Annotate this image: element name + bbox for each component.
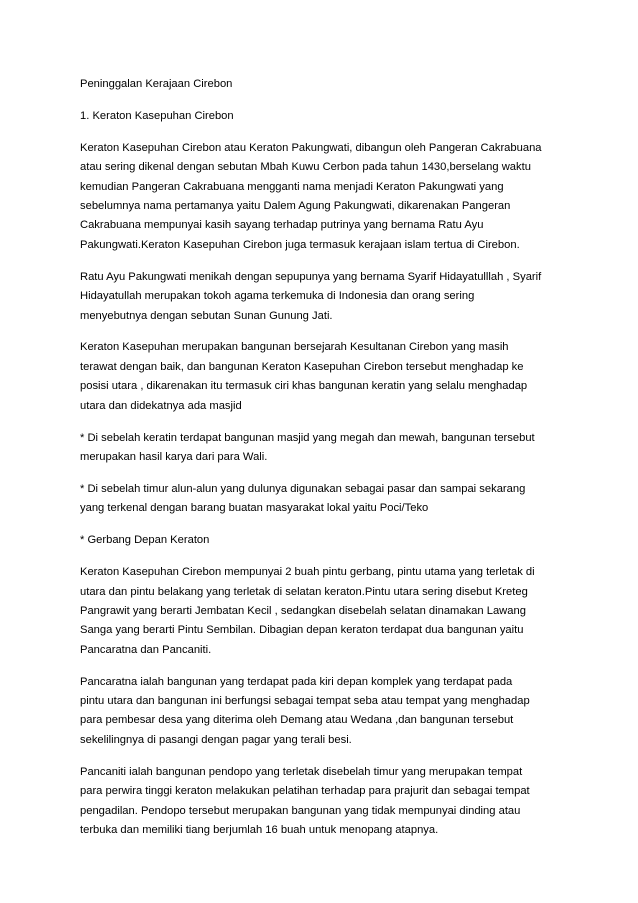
body-paragraph: Keraton Kasepuhan merupakan bangunan bersejarah Kesultanan Cirebon yang masih terawat dengan baik, dan bangunan Keraton Kasepuhan Cirebon tersebut menghadap ke posisi utara , dikarenakan itu termasuk ciri khas bangunan keratin yang selalu menghadap utara dan didekatnya ada masjid bbox=[80, 341, 528, 412]
body-paragraph: Keraton Kasepuhan Cirebon atau Keraton Pakungwati, dibangun oleh Pangeran Cakrabuana atau sering dikenal dengan sebutan Mbah Kuwu Cerbon pada tahun 1430,berselang waktu kemudian Pangeran Cakrabuana mengganti nama menjadi Keraton Pakungwati yang sebelumnya nama pertamanya yaitu Dalem Agung Pakungwati, dikarenakan Pangeran Cakrabuana mempunyai kasih sayang terhadap putrinya yang bernama Ratu Ayu Pakungwati.Keraton Kasepuhan Cirebon juga termasuk kerajaan islam tertua di Cirebon. bbox=[80, 141, 542, 251]
body-paragraph: Pancaniti ialah bangunan pendopo yang terletak disebelah timur yang merupakan tempat para perwira tinggi keraton melakukan pelatihan terhadap para prajurit dan sebagai tempat pengadilan. Pendopo tersebut merupakan bangunan yang tidak mempunyai dinding atau terbuka dan memiliki tiang berjumlah 16 buah untuk menopang atapnya. bbox=[80, 765, 530, 836]
body-paragraph: Ratu Ayu Pakungwati menikah dengan sepupunya yang bernama Syarif Hidayatulllah , Syarif Hidayatullah merupakan tokoh agama terkemuka di Indonesia dan orang sering menyebutnya dengan sebutan Sunan Gunung Jati. bbox=[80, 270, 542, 322]
subsection-heading: * Gerbang Depan Keraton bbox=[80, 534, 210, 547]
bullet-paragraph: * Di sebelah timur alun-alun yang dulunya digunakan sebagai pasar dan sampai sekarang yang terkenal dengan barang buatan masyarakat lokal yaitu Poci/Teko bbox=[80, 482, 526, 515]
body-paragraph: Pancaratna ialah bangunan yang terdapat pada kiri depan komplek yang terdapat pada pintu utara dan bangunan ini berfungsi sebagai tempat seba atau tempat yang menghadap para pembesar desa yang diterima oleh Demang atau Wedana ,dan bangunan tersebut sekelilingnya di pasangi dengan pagar yang terali besi. bbox=[80, 675, 530, 746]
document-title: Peninggalan Kerajaan Cirebon bbox=[80, 78, 233, 90]
section-heading: 1. Keraton Kasepuhan Cirebon bbox=[80, 109, 234, 122]
body-paragraph: Keraton Kasepuhan Cirebon mempunyai 2 buah pintu gerbang, pintu utama yang terletak di utara dan pintu belakang yang terletak di selatan keraton.Pintu utara sering disebut Kreteg Pangrawit yang berarti Jembatan Kecil , sedangkan disebelah selatan dinamakan Lawang Sanga yang berarti Pintu Sembilan. Dibagian depan keraton terdapat dua bangunan yaitu Pancaratna dan Pancaniti. bbox=[80, 566, 535, 656]
bullet-paragraph: * Di sebelah keratin terdapat bangunan masjid yang megah dan mewah, bangunan tersebut merupakan hasil karya dari para Wali. bbox=[80, 431, 535, 463]
